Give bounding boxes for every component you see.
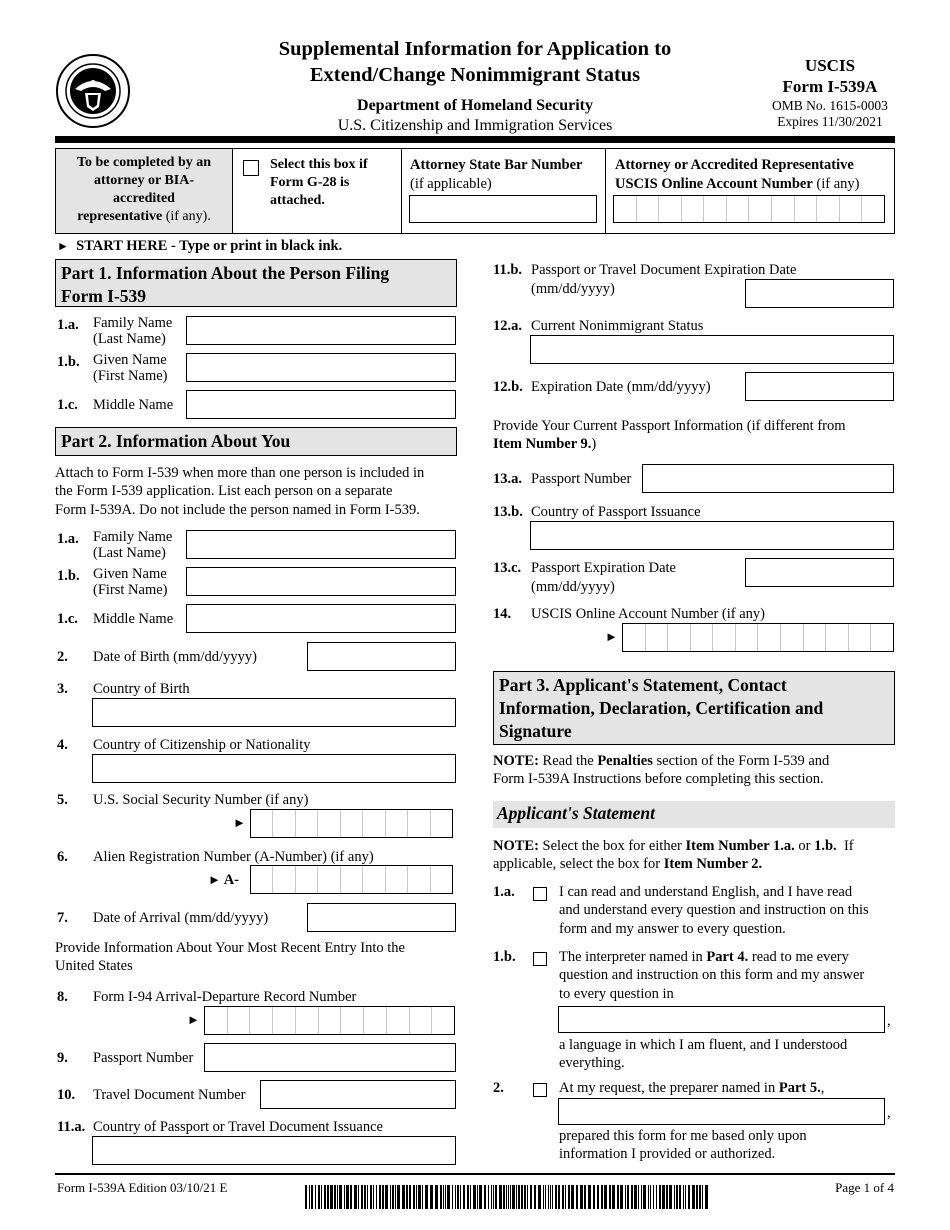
part1-item-1b-number: 1.b. bbox=[57, 354, 80, 370]
item-3-number: 3. bbox=[57, 681, 68, 697]
statement-1a-line2: and understand every question and instruction on this bbox=[559, 902, 869, 919]
family-name-label: Family Name bbox=[93, 529, 173, 545]
item-13c-line1: Passport Expiration Date bbox=[531, 560, 676, 576]
item-7-label: Date of Arrival (mm/dd/yyyy) bbox=[93, 910, 269, 926]
part-4-ref: Part 4. bbox=[706, 949, 749, 965]
part2-intro bbox=[55, 464, 424, 519]
passport-intro bbox=[493, 417, 846, 454]
account-label-line1: Attorney or Accredited Representative bbox=[615, 157, 854, 173]
item-6-number: 6. bbox=[57, 849, 68, 865]
statement-1b-after bbox=[559, 1036, 847, 1073]
header-rule bbox=[55, 136, 895, 143]
item-14-number: 14. bbox=[493, 606, 512, 622]
part1-item-1c-number: 1.c. bbox=[57, 397, 78, 413]
first-name-hint: (First Name) bbox=[93, 367, 168, 384]
item-12a-number: 12.a. bbox=[493, 318, 522, 334]
statement-1b-number: 1.b. bbox=[493, 949, 516, 965]
item-13b-number: 13.b. bbox=[493, 504, 523, 520]
a-number-input[interactable] bbox=[250, 865, 453, 894]
to-be-completed-line3: accredited bbox=[113, 190, 175, 206]
footer-rule bbox=[55, 1173, 895, 1175]
penalties-word: Penalties bbox=[597, 753, 653, 769]
statement-2-line3: information I provided or authorized. bbox=[559, 1146, 776, 1163]
start-here bbox=[57, 237, 342, 255]
form-id: Form I-539A bbox=[782, 77, 878, 97]
if-word: If bbox=[843, 838, 854, 854]
part2-item-1b-number: 1.b. bbox=[57, 568, 80, 584]
part1-header bbox=[55, 259, 457, 307]
a-number-arrow-icon: ► bbox=[208, 872, 221, 887]
part1-family-name-input[interactable] bbox=[186, 316, 456, 345]
department: Department of Homeland Security bbox=[357, 97, 593, 114]
item-5-label: U.S. Social Security Number (if any) bbox=[93, 792, 309, 808]
item-13a-number: 13.a. bbox=[493, 471, 522, 487]
form-title-line2: Extend/Change Nonimmigrant Status bbox=[309, 64, 641, 87]
part1-item-1a-label bbox=[93, 316, 172, 347]
passport-issuance-country-input[interactable] bbox=[530, 521, 894, 550]
item-1b-ref: 1.b. bbox=[814, 838, 837, 854]
account-arrow-icon: ► bbox=[605, 629, 618, 644]
statement-1a-line3: form and my answer to every question. bbox=[559, 920, 786, 937]
statement-1a-text bbox=[559, 883, 869, 938]
item-11b-line2: (mm/dd/yyyy) bbox=[531, 280, 615, 297]
family-name-input[interactable] bbox=[186, 530, 456, 559]
item-8-number: 8. bbox=[57, 989, 68, 1005]
g28-label bbox=[270, 156, 368, 211]
statement-1a-number: 1.a. bbox=[493, 884, 515, 900]
preparer-checkbox[interactable] bbox=[533, 1083, 547, 1097]
footer-page-number: Page 1 of 4 bbox=[835, 1180, 894, 1195]
item-number-9-ref: Item Number 9. bbox=[493, 436, 592, 453]
item-10-number: 10. bbox=[57, 1087, 76, 1103]
form-id-block bbox=[755, 55, 905, 131]
part2-intro-line2: the Form I-539 application. List each person on a separate bbox=[55, 483, 393, 500]
form-title-line1: Supplemental Information for Application to bbox=[278, 38, 672, 60]
statement-note-line2 bbox=[493, 855, 854, 873]
g28-line3: attached. bbox=[270, 193, 325, 209]
item-12b-number: 12.b. bbox=[493, 379, 523, 395]
statement-1b-start: The interpreter named in bbox=[559, 949, 703, 965]
statement-1a-line1: I can read and understand English, and I have read bbox=[559, 884, 853, 900]
statement-1b-line1 bbox=[559, 948, 864, 966]
item-13a-label: Passport Number bbox=[531, 471, 632, 487]
statement-note bbox=[493, 837, 854, 874]
ssn-input[interactable] bbox=[250, 809, 453, 838]
given-name-label: Given Name bbox=[93, 566, 167, 582]
item-12b-label: Expiration Date (mm/dd/yyyy) bbox=[531, 379, 711, 395]
statement-2-comma: , bbox=[820, 1080, 825, 1096]
date-of-arrival-input[interactable] bbox=[307, 903, 456, 932]
part3-title-line3: Signature bbox=[499, 720, 572, 741]
ssn-arrow-icon: ► bbox=[233, 815, 246, 830]
item-4-number: 4. bbox=[57, 737, 68, 753]
statement-1b-end: read to me every bbox=[751, 949, 849, 965]
nonimmigrant-status-input[interactable] bbox=[530, 335, 894, 364]
start-arrow-icon: ► bbox=[57, 239, 69, 253]
citizenship-input[interactable] bbox=[92, 754, 456, 783]
part2-item-1c-number: 1.c. bbox=[57, 611, 78, 627]
footer-form-edition: Form I-539A Edition 03/10/21 E bbox=[57, 1180, 228, 1195]
last-name-hint: (Last Name) bbox=[93, 544, 166, 561]
part2-item-1b-label bbox=[93, 567, 168, 598]
a-number-prefix bbox=[208, 871, 239, 889]
agency: U.S. Citizenship and Immigration Services bbox=[337, 117, 613, 134]
part1-item-1b-label bbox=[93, 353, 168, 384]
part2-intro-line1: Attach to Form I-539 when more than one person is included in bbox=[55, 465, 425, 481]
start-here-text: START HERE - Type or print in black ink. bbox=[76, 238, 343, 254]
bar-number-note: (if applicable) bbox=[410, 175, 492, 192]
part1-item-1a-number: 1.a. bbox=[57, 317, 79, 333]
to-be-completed-line1: To be completed by an bbox=[76, 155, 212, 170]
item-13c-line2: (mm/dd/yyyy) bbox=[531, 578, 615, 595]
dhs-seal-icon bbox=[55, 53, 131, 129]
part1-title-line1: Part 1. Information About the Person Filing bbox=[61, 263, 390, 283]
statement-2-start: At my request, the preparer named in bbox=[559, 1080, 776, 1096]
g28-checkbox[interactable] bbox=[243, 160, 259, 176]
statement-2-line1 bbox=[559, 1079, 824, 1097]
item-3-label: Country of Birth bbox=[93, 681, 190, 697]
barcode-icon bbox=[305, 1185, 713, 1209]
account-label-note: (if any) bbox=[816, 175, 860, 192]
item-13b-label: Country of Passport Issuance bbox=[531, 504, 701, 520]
date-of-birth-input[interactable] bbox=[307, 642, 456, 671]
part1-middle-name-input[interactable] bbox=[186, 390, 456, 419]
item-13c-number: 13.c. bbox=[493, 560, 522, 576]
entry-intro bbox=[55, 939, 405, 976]
item-6-label: Alien Registration Number (A-Number) (if any) bbox=[93, 849, 374, 865]
penalties-note bbox=[493, 752, 829, 789]
family-name-label: Family Name bbox=[93, 315, 173, 331]
part2-item-1a-label bbox=[93, 530, 172, 561]
attorney-divider-1 bbox=[232, 148, 233, 234]
to-be-completed-line4 bbox=[58, 208, 230, 226]
statement-1b-line5: everything. bbox=[559, 1055, 625, 1072]
part3-title-line2: Information, Declaration, Certification and bbox=[499, 697, 824, 718]
item-13c-label bbox=[531, 559, 676, 597]
current-passport-expiration-input[interactable] bbox=[745, 558, 894, 587]
statement-note-line1 bbox=[493, 837, 854, 855]
item-9-label: Passport Number bbox=[93, 1050, 194, 1066]
current-passport-number-input[interactable] bbox=[642, 464, 894, 493]
item-1a-ref: Item Number 1.a. bbox=[685, 838, 795, 854]
statement-1b-line2: question and instruction on this form and my answer bbox=[559, 967, 865, 984]
item-4-label: Country of Citizenship or Nationality bbox=[93, 737, 311, 753]
bar-number-label bbox=[410, 156, 583, 194]
i94-number-input[interactable] bbox=[204, 1006, 455, 1035]
passport-intro-close: ) bbox=[591, 436, 597, 453]
account-label-bold: USCIS Online Account Number bbox=[615, 175, 813, 192]
item-2-label: Date of Birth (mm/dd/yyyy) bbox=[93, 649, 257, 665]
applicant-statement-header: Applicant's Statement bbox=[493, 801, 895, 828]
account-label-line2 bbox=[615, 175, 860, 194]
passport-intro-line1: Provide Your Current Passport Information (if different from bbox=[493, 418, 846, 434]
penalties-note-line1 bbox=[493, 752, 829, 770]
last-name-hint: (Last Name) bbox=[93, 330, 166, 347]
to-be-completed-note bbox=[58, 154, 230, 226]
language-comma: , bbox=[887, 1013, 891, 1029]
item-11b-number: 11.b. bbox=[493, 262, 523, 278]
part-5-ref: Part 5. bbox=[778, 1080, 821, 1096]
item-9-number: 9. bbox=[57, 1050, 68, 1066]
given-name-label: Given Name bbox=[93, 352, 167, 368]
penalties-note-read: Read the bbox=[542, 753, 594, 769]
note-label: NOTE: bbox=[493, 753, 539, 769]
part2-intro-line3: Form I-539A. Do not include the person named in Form I-539. bbox=[55, 501, 420, 518]
statement-2-after bbox=[559, 1127, 807, 1164]
form-title bbox=[215, 36, 735, 88]
part1-given-name-input[interactable] bbox=[186, 353, 456, 382]
item-14-label: USCIS Online Account Number (if any) bbox=[531, 606, 765, 622]
travel-document-input[interactable] bbox=[260, 1080, 456, 1109]
part3-header bbox=[493, 671, 895, 745]
uscis-account-input[interactable] bbox=[622, 623, 894, 652]
language-input[interactable] bbox=[558, 1006, 885, 1033]
part2-header: Part 2. Information About You bbox=[55, 427, 457, 456]
i94-arrow-icon: ► bbox=[187, 1012, 200, 1027]
passport-expiration-input[interactable] bbox=[745, 279, 894, 308]
part2-item-1a-number: 1.a. bbox=[57, 531, 79, 547]
passport-intro-line2 bbox=[493, 435, 846, 453]
statement-note-select: Select the box for either bbox=[542, 838, 682, 854]
item-11b-line1: Passport or Travel Document Expiration Date bbox=[531, 262, 797, 278]
given-name-input[interactable] bbox=[186, 567, 456, 596]
uscis-label: USCIS bbox=[804, 56, 856, 75]
a-number-prefix-text: A- bbox=[223, 872, 240, 888]
item-8-label: Form I-94 Arrival-Departure Record Number bbox=[93, 989, 357, 1005]
item-10-label: Travel Document Number bbox=[93, 1087, 246, 1103]
middle-name-input[interactable] bbox=[186, 604, 456, 633]
item-11a-label: Country of Passport or Travel Document Issuance bbox=[93, 1119, 383, 1135]
interpreter-checkbox[interactable] bbox=[533, 952, 547, 966]
part3-title-line1: Part 3. Applicant's Statement, Contact bbox=[499, 675, 787, 695]
or-word: or bbox=[798, 838, 811, 854]
g28-line2: Form G-28 is bbox=[270, 175, 350, 191]
statement-1b-line3: to every question in bbox=[559, 985, 674, 1002]
item-5-number: 5. bbox=[57, 792, 68, 808]
penalties-note-line2: Form I-539A Instructions before completing this section. bbox=[493, 771, 824, 788]
english-checkbox[interactable] bbox=[533, 887, 547, 901]
penalties-note-rest: section of the Form I-539 and bbox=[656, 753, 830, 769]
country-of-birth-input[interactable] bbox=[92, 698, 456, 727]
item-11a-number: 11.a. bbox=[57, 1119, 86, 1135]
attorney-divider-2 bbox=[401, 148, 402, 234]
statement-1b-text bbox=[559, 948, 864, 1003]
statement-2-line2: prepared this form for me based only upon bbox=[559, 1128, 807, 1144]
part2-item-1c-label: Middle Name bbox=[93, 611, 174, 627]
passport-number-input[interactable] bbox=[204, 1043, 456, 1072]
passport-country-input[interactable] bbox=[92, 1136, 456, 1165]
preparer-comma: , bbox=[887, 1105, 891, 1121]
if-any-note: (if any). bbox=[165, 208, 211, 224]
first-name-hint: (First Name) bbox=[93, 581, 168, 598]
bar-number-input[interactable] bbox=[409, 195, 597, 223]
bar-number-title: Attorney State Bar Number bbox=[410, 157, 583, 173]
omb-number: OMB No. 1615-0003 bbox=[772, 97, 888, 113]
attorney-account-input[interactable] bbox=[613, 195, 885, 223]
statement-2-number: 2. bbox=[493, 1080, 504, 1096]
entry-intro-line2: United States bbox=[55, 958, 133, 975]
part1-item-1c-label: Middle Name bbox=[93, 397, 174, 413]
expiration: Expires 11/30/2021 bbox=[777, 114, 883, 130]
attorney-divider-3 bbox=[605, 148, 606, 234]
part1-title-line2: Form I-539 bbox=[61, 285, 147, 306]
representative-word: representative bbox=[77, 208, 163, 224]
item-2-ref: Item Number 2. bbox=[663, 856, 763, 873]
account-number-label bbox=[615, 156, 860, 194]
item-12a-label: Current Nonimmigrant Status bbox=[531, 318, 704, 334]
item-7-number: 7. bbox=[57, 910, 68, 926]
statement-note-applicable: applicable, select the box for bbox=[493, 856, 661, 873]
to-be-completed-line2: attorney or BIA- bbox=[93, 172, 195, 188]
g28-line1: Select this box if bbox=[270, 157, 368, 172]
status-expiration-input[interactable] bbox=[745, 372, 894, 401]
preparer-name-input[interactable] bbox=[558, 1098, 885, 1125]
entry-intro-line1: Provide Information About Your Most Recent Entry Into the bbox=[55, 940, 405, 956]
note-label: NOTE: bbox=[493, 838, 539, 854]
statement-1b-line4: a language in which I am fluent, and I understood bbox=[559, 1037, 848, 1053]
item-2-number: 2. bbox=[57, 649, 68, 665]
